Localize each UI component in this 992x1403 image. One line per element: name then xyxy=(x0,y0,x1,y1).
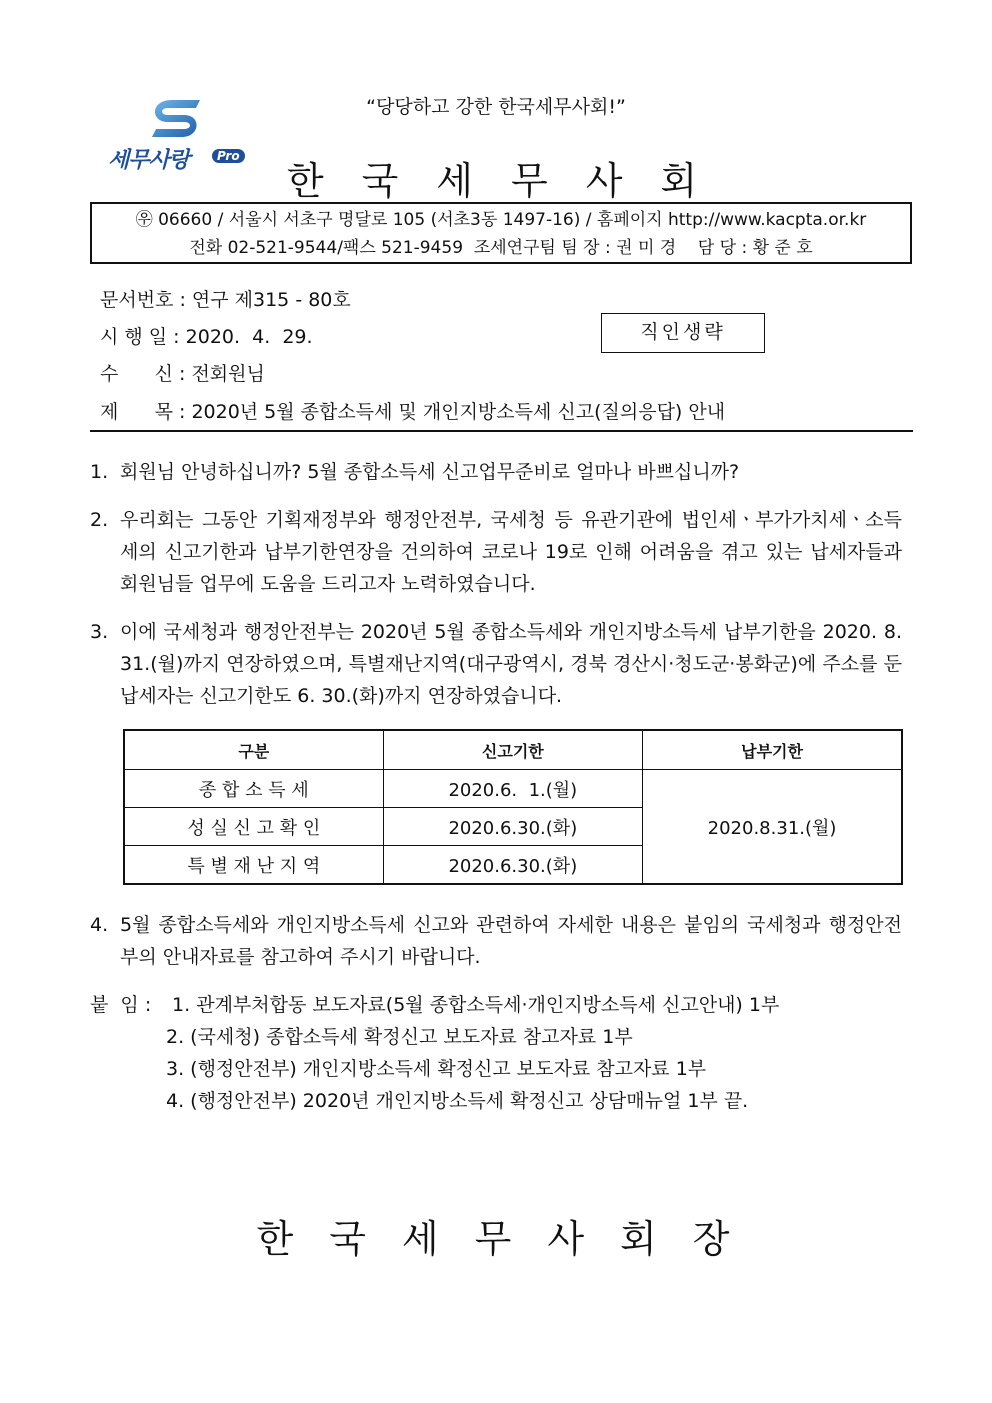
header-divider xyxy=(90,430,913,432)
subject-row xyxy=(100,397,725,424)
doc-number-value: 연구 제315 - 80호 xyxy=(191,289,351,311)
address-box xyxy=(90,202,912,264)
date-row xyxy=(100,322,313,349)
paragraph-text: 회원님 안녕하십니까? 5월 종합소득세 신고업무준비로 얼마나 바쁘십니까? xyxy=(120,461,740,483)
table-cell-filing: 2020.6.30.(화) xyxy=(383,808,643,846)
table-cell-filing: 2020.6. 1.(월) xyxy=(383,770,643,808)
subject-value: 2020년 5월 종합소득세 및 개인지방소득세 신고(질의응답) 안내 xyxy=(191,401,726,423)
paragraph-text: 이에 국세청과 행정안전부는 2020년 5월 종합소득세와 개인지방소득세 납부기한을 2020. 8. 31.(월)까지 연장하였으며, 특별재난지역(대구광역시, 경북 경산시·청도군·봉화군)에 주소를 둔 납세자는 신고기한도 6. 30.(화)까지 연장하였습니다. xyxy=(120,621,902,707)
recipient-label: 수 신 : xyxy=(100,363,186,385)
doc-number-row xyxy=(100,285,351,312)
attachments-block xyxy=(90,989,779,1117)
table-cell-payment: 2020.8.31.(월) xyxy=(643,770,902,885)
paragraph-number: 1. xyxy=(90,461,109,483)
logo-pro-badge: Pro xyxy=(212,149,245,163)
attachment-item: 1. 관계부처합동 보도자료(5월 종합소득세·개인지방소득세 신고안내) 1부 xyxy=(172,994,780,1016)
table-header-category: 구분 xyxy=(124,730,383,770)
paragraph-3 xyxy=(90,616,902,712)
address-line: ㉾ 06660 / 서울시 서초구 명달로 105 (서초3동 1497-16) / 홈페이지 http://www.kacpta.or.kr xyxy=(135,210,867,230)
organization-title: 한국세무사회 xyxy=(286,159,736,203)
table-cell-filing: 2020.6.30.(화) xyxy=(383,846,643,885)
contact-line: 전화 02-521-9544/팩스 521-9459 조세연구팀 팀 장 : 권 미 경 담 당 : 황 준 호 xyxy=(189,238,813,258)
logo-text: 세무사랑 xyxy=(108,148,190,173)
table-cell-category: 특 별 재 난 지 역 xyxy=(124,846,383,885)
doc-number-label: 문서번호 : xyxy=(100,289,186,311)
paragraph-number: 4. xyxy=(90,914,109,936)
subject-label: 제 목 : xyxy=(100,401,186,423)
paragraph-number: 3. xyxy=(90,621,109,643)
date-label: 시 행 일 : xyxy=(100,326,180,348)
slogan: “당당하고 강한 한국세무사회!” xyxy=(366,96,626,118)
deadline-table xyxy=(123,729,903,885)
date-value: 2020. 4. 29. xyxy=(185,326,313,348)
attachment-item: 2. (국세청) 종합소득세 확정신고 보도자료 참고자료 1부 xyxy=(166,1026,633,1048)
table-row xyxy=(124,770,902,808)
recipient-row xyxy=(100,359,265,386)
table-header-row xyxy=(124,730,902,770)
table-cell-category: 종 합 소 득 세 xyxy=(124,770,383,808)
paragraph-2 xyxy=(90,504,902,600)
closing-signature: 한국세무사회장 xyxy=(256,1217,766,1261)
paragraph-text: 우리회는 그동안 기획재정부와 행정안전부, 국세청 등 유관기관에 법인세ㆍ부가가치세ㆍ소득세의 신고기한과 납부기한연장을 건의하여 코로나 19로 인해 어려움을 겪고 있는 납세자들과 회원님들 업무에 도움을 드리고자 노력하였습니다. xyxy=(120,509,902,595)
table-header-filing: 신고기한 xyxy=(383,730,643,770)
attachment-item: 4. (행정안전부) 2020년 개인지방소득세 확정신고 상담매뉴얼 1부 끝. xyxy=(166,1090,749,1112)
attachments-label: 붙 임 : xyxy=(90,994,152,1016)
paragraph-4 xyxy=(90,909,902,973)
paragraph-number: 2. xyxy=(90,509,109,531)
recipient-value: 전회원님 xyxy=(191,363,265,385)
table-cell-category: 성 실 신 고 확 인 xyxy=(124,808,383,846)
attachment-item: 3. (행정안전부) 개인지방소득세 확정신고 보도자료 참고자료 1부 xyxy=(166,1058,707,1080)
paragraph-text: 5월 종합소득세와 개인지방소득세 신고와 관련하여 자세한 내용은 붙임의 국세청과 행정안전부의 안내자료를 참고하여 주시기 바랍니다. xyxy=(120,914,902,968)
paragraph-1 xyxy=(90,456,902,488)
stamp-omitted-box: 직인생략 xyxy=(601,313,765,353)
table-header-payment: 납부기한 xyxy=(643,730,902,770)
